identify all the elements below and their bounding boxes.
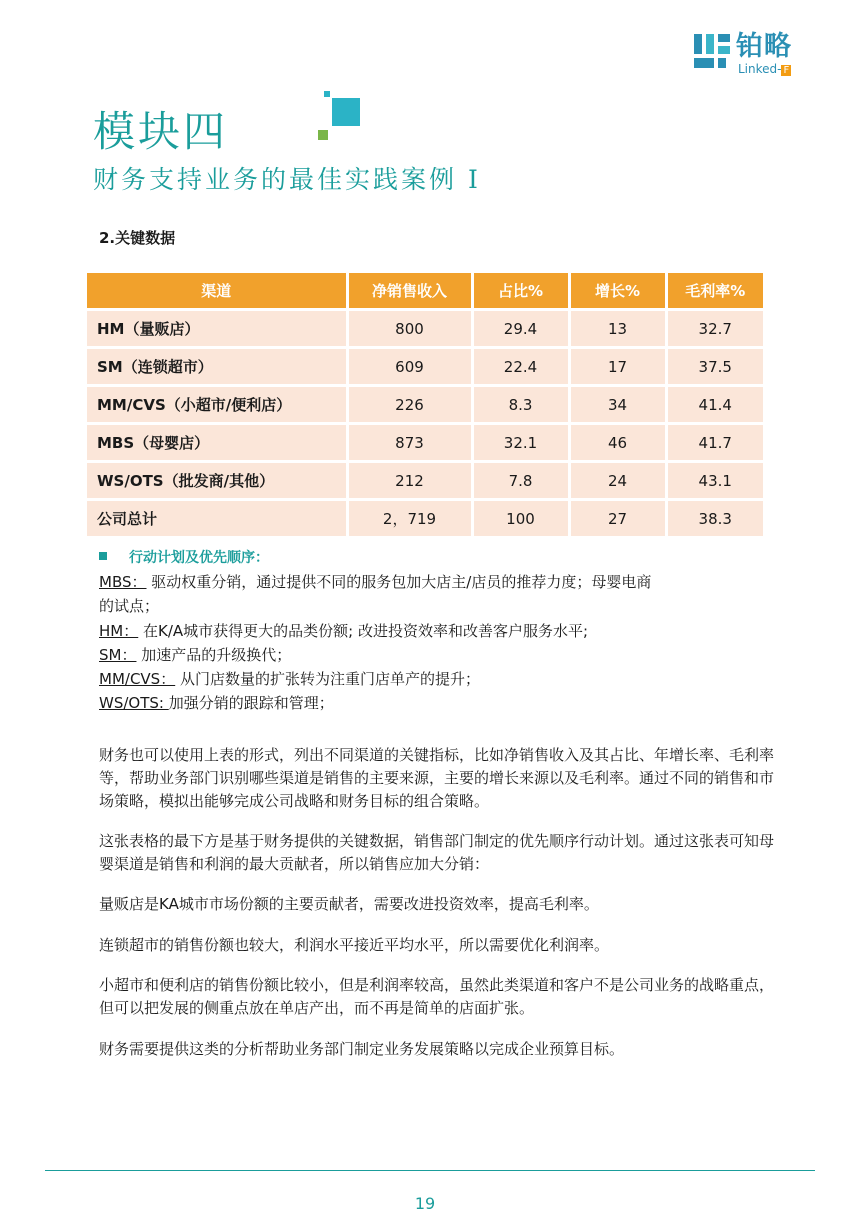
action-plan-list [99, 570, 779, 716]
header-channel: 渠道 [87, 273, 347, 310]
share-cell: 29.4 [472, 310, 569, 348]
action-plan-heading: 行动计划及优先顺序： [99, 548, 269, 568]
table-header-row [87, 273, 763, 310]
decor-square-green [318, 130, 328, 140]
share-cell: 100 [472, 500, 569, 537]
table-row [87, 386, 763, 424]
growth-cell: 17 [569, 348, 666, 386]
net-sales-cell: 226 [347, 386, 472, 424]
table-row [87, 348, 763, 386]
key-data-table [87, 273, 763, 536]
square-bullet-icon [99, 552, 107, 560]
list-item: MM/CVS： 从门店数量的扩张转为注重门店单产的提升； [99, 670, 480, 689]
channel-cell: 公司总计 [87, 500, 347, 537]
channel-cell: MBS（母婴店） [87, 424, 347, 462]
list-item: MBS： 驱动权重分销，通过提供不同的服务包加大店主/店员的推荐力度；母婴电商 [99, 573, 652, 591]
margin-cell: 38.3 [666, 500, 763, 537]
header-growth: 增长% [569, 273, 666, 310]
net-sales-cell: 2，719 [347, 500, 472, 537]
footer-divider [45, 1170, 815, 1171]
section-heading: 2.关键数据 [99, 229, 176, 247]
share-cell: 8.3 [472, 386, 569, 424]
list-item: WS/OTS: 加强分销的跟踪和管理； [99, 694, 334, 713]
decor-square-large [332, 98, 360, 126]
body-paragraph: 财务需要提供这类的分析帮助业务部门制定业务发展策略以完成企业预算目标。 [99, 1040, 625, 1058]
table-row [87, 462, 763, 500]
margin-cell: 37.5 [666, 348, 763, 386]
net-sales-cell: 609 [347, 348, 472, 386]
body-paragraph: 小超市和便利店的销售份额比较小，但是利润率较高，虽然此类渠道和客户不是公司业务的战略重点，但可以把发展的侧重点放在单店产出，而不再是简单的店面扩张。 [99, 976, 775, 1017]
logo-subtitle: Linked- F [738, 62, 790, 76]
growth-cell: 34 [569, 386, 666, 424]
header-net-sales: 净销售收入 [347, 273, 472, 310]
body-paragraph: 量贩店是KA城市市场份额的主要贡献者，需要改进投资效率，提高毛利率。 [99, 895, 599, 913]
module-title: 模块四 [93, 107, 229, 156]
margin-cell: 32.7 [666, 310, 763, 348]
body-paragraph: 连锁超市的销售份额也较大，利润水平接近平均水平，所以需要优化利润率。 [99, 936, 610, 954]
page-number: 19 [414, 1194, 436, 1213]
channel-cell: WS/OTS（批发商/其他） [87, 462, 347, 500]
share-cell: 32.1 [472, 424, 569, 462]
list-item: HM： 在K/A城市获得更大的品类份额; 改进投资效率和改善客户服务水平; [99, 621, 589, 640]
body-paragraph: 这张表格的最下方是基于财务提供的关键数据，销售部门制定的优先顺序行动计划。通过这张表可知母婴渠道是销售和利润的最大贡献者，所以销售应加大分销： [99, 832, 775, 873]
header-share: 占比% [472, 273, 569, 310]
growth-cell: 24 [569, 462, 666, 500]
logo-name: 铂略 [736, 31, 792, 62]
growth-cell: 13 [569, 310, 666, 348]
channel-cell: SM（连锁超市） [87, 348, 347, 386]
net-sales-cell: 873 [347, 424, 472, 462]
list-item: SM： 加速产品的升级换代； [99, 645, 292, 664]
body-paragraph: 财务也可以使用上表的形式，列出不同渠道的关键指标，比如净销售收入及其占比、年增长率、毛利率等，帮助业务部门识别哪些渠道是销售的主要来源，主要的增长来源以及毛利率。通过不同的销售和市场策略，模拟出能够完成公司战略和财务目标的组合策略。 [99, 746, 775, 810]
share-cell: 22.4 [472, 348, 569, 386]
decor-square-small [324, 91, 330, 97]
module-subtitle: 财务支持业务的最佳实践案例 I [93, 165, 481, 194]
header-gross-margin: 毛利率% [666, 273, 763, 310]
growth-cell: 27 [569, 500, 666, 537]
table-total-row [87, 500, 763, 537]
logo-mark-icon [692, 32, 732, 72]
table-row [87, 424, 763, 462]
margin-cell: 41.4 [666, 386, 763, 424]
brand-logo [692, 32, 812, 76]
table-row [87, 310, 763, 348]
growth-cell: 46 [569, 424, 666, 462]
share-cell: 7.8 [472, 462, 569, 500]
net-sales-cell: 212 [347, 462, 472, 500]
channel-cell: MM/CVS（小超市/便利店） [87, 386, 347, 424]
channel-cell: HM（量贩店） [87, 310, 347, 348]
margin-cell: 43.1 [666, 462, 763, 500]
list-item: 的试点； [99, 597, 160, 616]
margin-cell: 41.7 [666, 424, 763, 462]
net-sales-cell: 800 [347, 310, 472, 348]
